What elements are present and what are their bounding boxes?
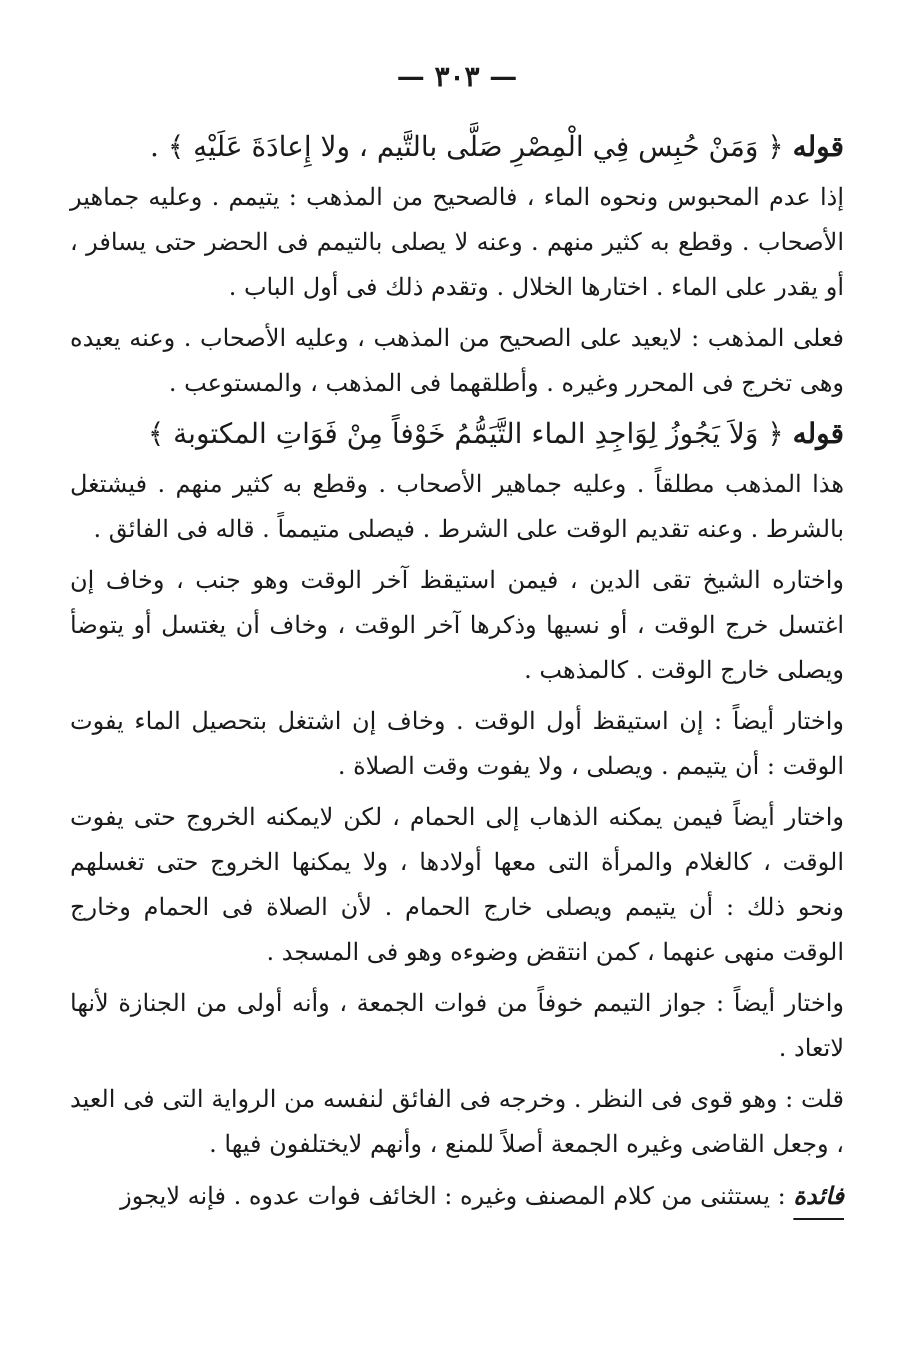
paragraph-3: هذا المذهب مطلقاً . وعليه جماهير الأصحاب . وقطع به كثير منهم . فيشتغل بالشرط . وعنه تقديم الوقت على الشرط . فيصلى متيمماً . قاله فى الفائق . — [70, 470, 844, 543]
section-heading-2 — [70, 406, 844, 462]
paragraph-7: واختار أيضاً : جواز التيمم خوفاً من فوات الجمعة ، وأنه أولى من الجنازة لأنها لاتعاد . — [70, 989, 844, 1062]
section-heading-1 — [70, 119, 844, 175]
paragraph-8: قلت : وهو قوى فى النظر . وخرجه فى الفائق لنفسه من الرواية التى فى العيد ، وجعل القاضى وغيره الجمعة أصلاً للمنع ، وأنهم لايختلفون فيها . — [70, 1085, 844, 1158]
quranic-quote: ﴿ وَمَنْ حُبِس فِي الْمِصْرِ صَلَّى بالتَّيم ، ولا إِعادَةَ عَلَيْهِ ﴾ . — [150, 130, 784, 163]
paragraph-1: إذا عدم المحبوس ونحوه الماء ، فالصحيح من المذهب : يتيمم . وعليه جماهير الأصحاب . وقطع به كثير منهم . وعنه لا يصلى بالتيمم فى الحضر حتى يسافر ، أو يقدر على الماء . اختارها الخلال . وتقدم ذلك فى أول الباب . — [70, 183, 844, 301]
paragraph-4: واختاره الشيخ تقى الدين ، فيمن استيقظ آخر الوقت وهو جنب ، وخاف إن اغتسل خرج الوقت ، أو نسيها وذكرها آخر الوقت ، وخاف أن يغتسل أو يتوضأ ويصلى خارج الوقت . كالمذهب . — [70, 566, 845, 684]
faida-paragraph — [70, 1173, 844, 1219]
heading-label: قوله — [792, 417, 844, 450]
faida-label: فائدة — [793, 1181, 844, 1210]
quranic-quote: ﴿ وَلاَ يَجُوزُ لِوَاجِدِ الماء التَّيَمُّمُ خَوْفاً مِنْ فَوَاتِ المكتوبة ﴾ — [147, 417, 784, 450]
paragraph-6: واختار أيضاً فيمن يمكنه الذهاب إلى الحمام ، لكن لايمكنه الخروج حتى يفوت الوقت ، كالغلام والمرأة التى معها أولادها ، ولا يمكنها الخروج حتى تغسلهم ونحو ذلك : أن يتيمم ويصلى خارج الحمام . لأن الصلاة فى الحمام وخارج الوقت منهى عنهما ، كمن انتقض وضوءه وهو فى المسجد . — [70, 803, 844, 966]
paragraph-5: واختار أيضاً : إن استيقظ أول الوقت . وخاف إن اشتغل بتحصيل الماء يفوت الوقت : أن يتيمم . ويصلى ، ولا يفوت وقت الصلاة . — [70, 707, 844, 780]
faida-text: : يستثنى من كلام المصنف وغيره : الخائف فوات عدوه . فإنه لايجوز — [120, 1182, 786, 1210]
paragraph-2: فعلى المذهب : لايعيد على الصحيح من المذهب ، وعليه الأصحاب . وعنه يعيده وهى تخرج فى المحرر وغيره . وأطلقهما فى المذهب ، والمستوعب . — [70, 324, 844, 397]
heading-label: قوله — [792, 130, 844, 163]
page-number: — ٣٠٣ — — [396, 60, 518, 93]
